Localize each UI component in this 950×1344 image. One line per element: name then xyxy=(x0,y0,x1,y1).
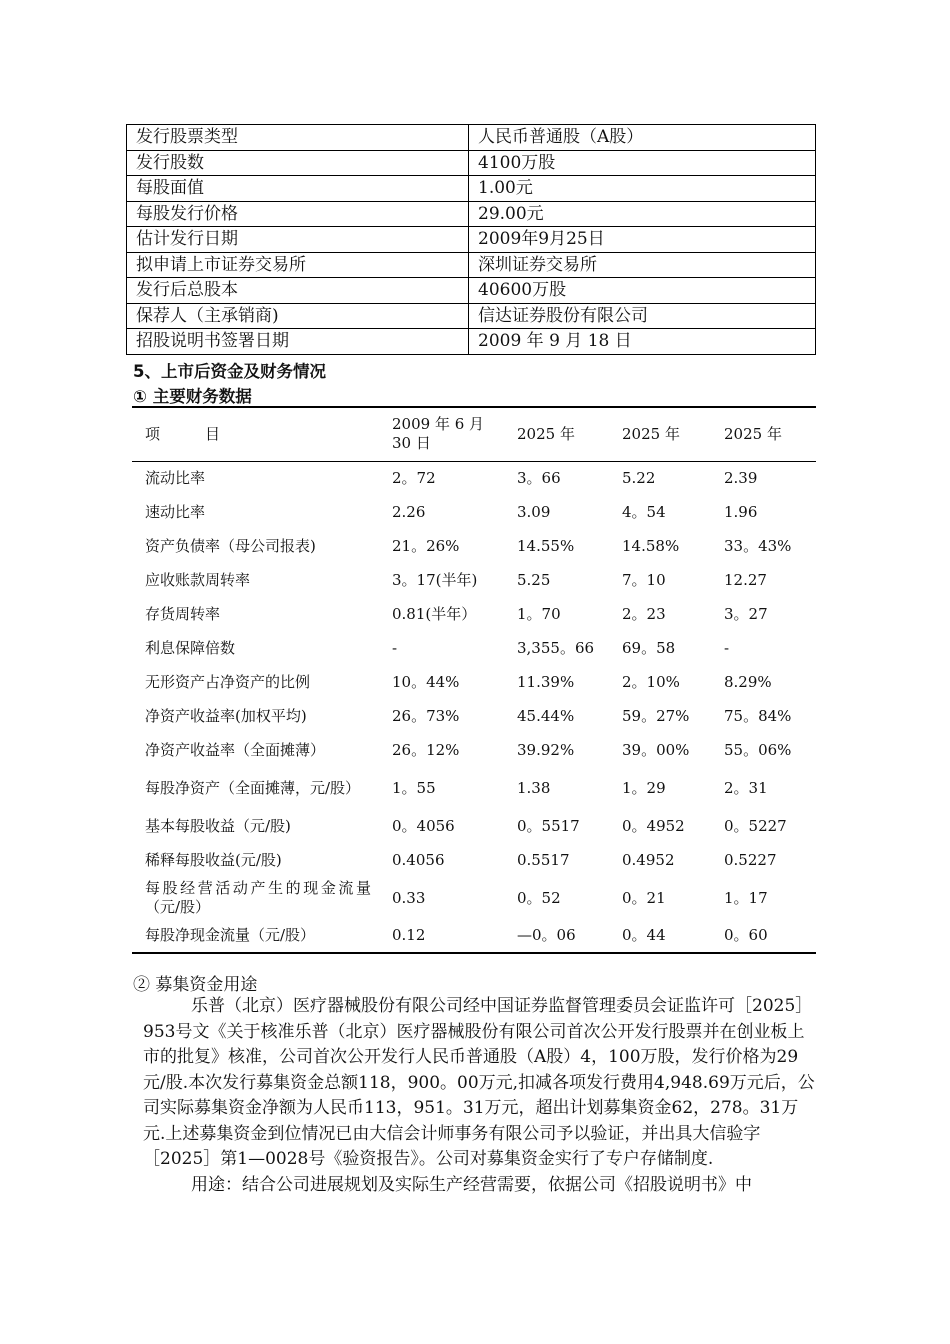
offering-label: 发行股数 xyxy=(127,150,469,176)
financial-row xyxy=(132,563,816,597)
financial-metric-value: 5.22 xyxy=(622,468,656,487)
offering-label: 拟申请上市证券交易所 xyxy=(127,252,469,278)
offering-value: 4100万股 xyxy=(469,150,816,176)
financial-metric-value: 14.58% xyxy=(622,536,680,555)
financial-row xyxy=(132,919,816,953)
financial-metric-value: 0.5227 xyxy=(724,850,777,869)
offering-row xyxy=(127,150,816,176)
offering-label: 发行股票类型 xyxy=(127,125,469,151)
financial-row xyxy=(132,843,816,877)
financial-metric-value: 1.38 xyxy=(517,778,551,797)
financial-metric-value: 8.29% xyxy=(724,672,772,691)
offering-row xyxy=(127,278,816,304)
offering-row xyxy=(127,303,816,329)
financial-metric-value: - xyxy=(724,638,730,657)
financial-metric-value: 0。44 xyxy=(622,926,666,944)
financial-metric-value: - xyxy=(392,638,398,657)
financial-metric-value: 45.44% xyxy=(517,706,575,725)
financial-metric-label: 存货周转率 xyxy=(145,604,221,623)
financial-metric-value: 10。44% xyxy=(392,672,460,691)
financial-metric-label: 每股经营活动产生的现金流量（元/股） xyxy=(145,879,371,916)
financial-metric-label: 基本每股收益（元/股) xyxy=(145,816,291,835)
financial-metric-value: 1。55 xyxy=(392,778,436,797)
offering-row xyxy=(127,252,816,278)
offering-label: 保荐人（主承销商) xyxy=(127,303,469,329)
financial-row xyxy=(132,767,816,809)
offering-value: 人民币普通股（A股） xyxy=(469,125,816,151)
financial-data-table xyxy=(132,406,816,954)
financial-metric-value: 14.55% xyxy=(517,536,575,555)
offering-label: 每股发行价格 xyxy=(127,201,469,227)
financial-table-header-row xyxy=(132,407,816,461)
financial-metric-label: 应收账款周转率 xyxy=(145,570,251,589)
financial-metric-value: 75。84% xyxy=(724,706,792,725)
financial-metric-value: 3.09 xyxy=(517,502,551,521)
financial-metric-value: 3,355。66 xyxy=(517,638,595,657)
financial-metric-value: 0.4056 xyxy=(392,850,445,869)
financial-metric-value: 3。27 xyxy=(724,604,768,623)
financial-metric-value: 0。5517 xyxy=(517,816,580,835)
financial-metric-value: 0.4952 xyxy=(622,850,675,869)
financial-metric-value: 7。10 xyxy=(622,570,666,589)
usage-paragraph: 用途：结合公司进展规划及实际生产经营需要，依据公司《招股说明书》中 xyxy=(191,1174,752,1195)
financial-metric-value: 2。72 xyxy=(392,468,436,487)
financial-metric-value: 1.96 xyxy=(724,502,758,521)
column-header-period: 2025 年 xyxy=(609,407,711,461)
subsection-heading: ① 主要财务数据 xyxy=(133,387,252,406)
usage-body xyxy=(143,994,815,1198)
financial-metric-value: 69。58 xyxy=(622,638,676,657)
financial-metric-value: 0。4056 xyxy=(392,816,455,835)
column-header-period: 2009 年 6 月 30 日 xyxy=(379,407,504,461)
financial-metric-value: 3。17(半年) xyxy=(392,570,478,589)
financial-metric-value: 1。17 xyxy=(724,888,768,907)
financial-metric-value: 1。29 xyxy=(622,778,666,797)
financial-metric-value: 33。43% xyxy=(724,536,792,555)
financial-metric-value: 0。5227 xyxy=(724,816,787,835)
financial-table-body xyxy=(132,461,816,953)
financial-metric-value: 59。27% xyxy=(622,706,690,725)
financial-metric-value: 2。10% xyxy=(622,672,680,691)
financial-metric-value: 12.27 xyxy=(724,570,767,589)
financial-metric-value: 0.12 xyxy=(392,926,426,944)
offering-value: 29.00元 xyxy=(469,201,816,227)
usage-paragraph: 乐普（北京）医疗器械股份有限公司经中国证券监督管理委员会证监许可［2025］953号文《关于核准乐普（北京）医疗器械股份有限公司首次公开发行股票并在创业板上市的批复》核准，公司首次公开发行人民币普通股（A股）4，100万股，发行价格为29元/股.本次发行募集资金总额118，900。00万元,扣减各项发行费用4,948.69万元后，公司实际募集资金净额为人民币113，951。31万元，超出计划募集资金62，278。31万元.上述募集资金到位情况已由大信会计师事务有限公司予以验证，并出具大信验字［2025］第1—0028号《验资报告》。公司对募集资金实行了专户存储制度. xyxy=(143,996,815,1169)
financial-row xyxy=(132,809,816,843)
offering-value: 2009 年 9 月 18 日 xyxy=(469,329,816,355)
offering-label: 发行后总股本 xyxy=(127,278,469,304)
financial-metric-value: 0。21 xyxy=(622,888,666,907)
financial-metric-label: 速动比率 xyxy=(145,502,206,521)
offering-info-table xyxy=(126,124,816,355)
offering-table-body xyxy=(127,125,816,355)
offering-value: 深圳证券交易所 xyxy=(469,252,816,278)
financial-metric-value: 2。23 xyxy=(622,604,666,623)
offering-row xyxy=(127,201,816,227)
financial-metric-value: 0.81(半年） xyxy=(392,604,477,623)
financial-row xyxy=(132,461,816,495)
financial-metric-value: 11.39% xyxy=(517,672,575,691)
financial-metric-value: 55。06% xyxy=(724,740,792,759)
financial-metric-value: —0。06 xyxy=(517,926,576,944)
financial-metric-value: 0.33 xyxy=(392,888,426,907)
financial-metric-value: 39.92% xyxy=(517,740,575,759)
offering-label: 招股说明书签署日期 xyxy=(127,329,469,355)
financial-metric-value: 1。70 xyxy=(517,604,561,623)
financial-row xyxy=(132,733,816,767)
offering-value: 信达证券股份有限公司 xyxy=(469,303,816,329)
offering-row xyxy=(127,125,816,151)
financial-metric-value: 21。26% xyxy=(392,536,460,555)
financial-metric-label: 每股净资产（全面摊薄，元/股） xyxy=(145,778,361,797)
financial-metric-label: 资产负债率（母公司报表) xyxy=(145,536,316,555)
financial-metric-value: 39。00% xyxy=(622,740,690,759)
usage-heading: ② 募集资金用途 xyxy=(133,975,258,995)
financial-metric-value: 0。52 xyxy=(517,888,561,907)
offering-value: 1.00元 xyxy=(469,176,816,202)
offering-row xyxy=(127,227,816,253)
offering-value: 2009年9月25日 xyxy=(469,227,816,253)
financial-metric-value: 2。31 xyxy=(724,778,768,797)
offering-label: 每股面值 xyxy=(127,176,469,202)
financial-row xyxy=(132,495,816,529)
financial-metric-value: 26。12% xyxy=(392,740,460,759)
offering-row xyxy=(127,176,816,202)
financial-metric-label: 利息保障倍数 xyxy=(145,638,236,657)
offering-label: 估计发行日期 xyxy=(127,227,469,253)
column-header-period: 2025 年 xyxy=(504,407,609,461)
financial-row xyxy=(132,529,816,563)
financial-metric-value: 4。54 xyxy=(622,502,666,521)
column-header-item: 项 目 xyxy=(132,407,379,461)
financial-row xyxy=(132,597,816,631)
financial-row xyxy=(132,631,816,665)
financial-row xyxy=(132,665,816,699)
financial-metric-value: 5.25 xyxy=(517,570,551,589)
financial-metric-label: 净资产收益率（全面摊薄） xyxy=(145,740,326,759)
financial-metric-value: 0.5517 xyxy=(517,850,570,869)
financial-metric-label: 净资产收益率(加权平均) xyxy=(145,706,307,725)
financial-metric-label: 无形资产占净资产的比例 xyxy=(145,672,311,691)
financial-metric-value: 2.26 xyxy=(392,502,426,521)
offering-row xyxy=(127,329,816,355)
financial-metric-label: 流动比率 xyxy=(145,468,206,487)
financial-metric-value: 3。66 xyxy=(517,468,561,487)
financial-metric-label: 稀释每股收益(元/股) xyxy=(145,850,282,869)
financial-metric-value: 0。60 xyxy=(724,926,768,944)
financial-row xyxy=(132,699,816,733)
financial-metric-value: 0。4952 xyxy=(622,816,685,835)
column-header-period: 2025 年 xyxy=(711,407,816,461)
financial-metric-value: 2.39 xyxy=(724,468,758,487)
financial-metric-label: 每股净现金流量（元/股） xyxy=(145,926,316,944)
offering-value: 40600万股 xyxy=(469,278,816,304)
financial-row xyxy=(132,877,816,919)
section-heading: 5、上市后资金及财务情况 xyxy=(133,362,326,381)
financial-metric-value: 26。73% xyxy=(392,706,460,725)
